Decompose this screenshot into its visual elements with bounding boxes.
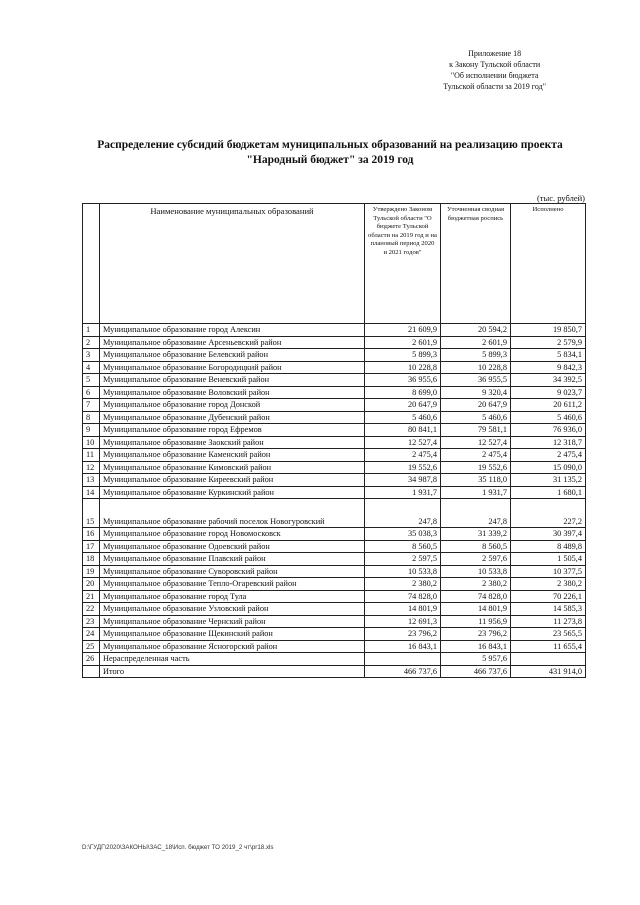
approved-value: 10 533,8 xyxy=(365,565,441,578)
table-row xyxy=(83,474,586,487)
table-body xyxy=(83,324,586,666)
approved-value: 74 828,0 xyxy=(365,590,441,603)
row-number: 15 xyxy=(83,499,100,528)
revised-value: 31 339,2 xyxy=(441,528,511,541)
municipality-name: Муниципальное образование Плавский район xyxy=(100,553,365,566)
row-number: 18 xyxy=(83,553,100,566)
executed-value: 76 936,0 xyxy=(511,424,586,437)
approved-value: 2 597,5 xyxy=(365,553,441,566)
approved-value xyxy=(365,653,441,666)
table-row xyxy=(83,449,586,462)
municipality-name: Муниципальное образование Воловский район xyxy=(100,386,365,399)
appendix-line: Приложение 18 xyxy=(468,49,522,58)
row-number: 22 xyxy=(83,603,100,616)
approved-value: 8 560,5 xyxy=(365,540,441,553)
row-number: 2 xyxy=(83,336,100,349)
appendix-line: Тульской области за 2019 год" xyxy=(443,82,546,91)
approved-value: 23 796,2 xyxy=(365,628,441,641)
revised-value: 23 796,2 xyxy=(441,628,511,641)
row-number: 13 xyxy=(83,474,100,487)
executed-value: 70 226,1 xyxy=(511,590,586,603)
municipality-name: Муниципальное образование Белевский район xyxy=(100,349,365,362)
title-line-1: Распределение субсидий бюджетам муниципальных образований на реализацию проекта xyxy=(97,139,563,151)
approved-value: 5 899,3 xyxy=(365,349,441,362)
number-column-header xyxy=(83,204,100,324)
revised-value: 20 594,2 xyxy=(441,324,511,337)
approved-value: 247,8 xyxy=(365,499,441,528)
executed-value: 11 655,4 xyxy=(511,640,586,653)
revised-value: 14 801,9 xyxy=(441,603,511,616)
executed-value: 23 565,5 xyxy=(511,628,586,641)
row-number: 14 xyxy=(83,486,100,499)
executed-value: 9 842,3 xyxy=(511,361,586,374)
row-number: 6 xyxy=(83,386,100,399)
table-row xyxy=(83,540,586,553)
table-row xyxy=(83,653,586,666)
revised-value: 2 475,4 xyxy=(441,449,511,462)
executed-value: 15 090,0 xyxy=(511,461,586,474)
executed-value: 2 579,9 xyxy=(511,336,586,349)
revised-column-header: Уточненная сводная бюджетная роспись xyxy=(441,204,511,324)
approved-value: 80 841,1 xyxy=(365,424,441,437)
revised-value: 1 931,7 xyxy=(441,486,511,499)
total-executed: 431 914,0 xyxy=(511,665,586,678)
approved-value: 34 987,8 xyxy=(365,474,441,487)
total-revised: 466 737,6 xyxy=(441,665,511,678)
row-number: 10 xyxy=(83,436,100,449)
table-row xyxy=(83,424,586,437)
table-row xyxy=(83,399,586,412)
municipality-name: Муниципальное образование Суворовский район xyxy=(100,565,365,578)
row-number: 8 xyxy=(83,411,100,424)
approved-value: 19 552,6 xyxy=(365,461,441,474)
revised-value: 11 956,9 xyxy=(441,615,511,628)
approved-value: 35 038,3 xyxy=(365,528,441,541)
executed-value: 30 397,4 xyxy=(511,528,586,541)
municipality-name: Муниципальное образование город Донской xyxy=(100,399,365,412)
table-row xyxy=(83,324,586,337)
table-row xyxy=(83,615,586,628)
table-row xyxy=(83,565,586,578)
executed-value: 19 850,7 xyxy=(511,324,586,337)
municipality-name: Муниципальное образование Дубенский район xyxy=(100,411,365,424)
revised-value: 5 957,6 xyxy=(441,653,511,666)
revised-value: 2 380,2 xyxy=(441,578,511,591)
row-number: 3 xyxy=(83,349,100,362)
revised-value: 10 228,8 xyxy=(441,361,511,374)
table-row xyxy=(83,386,586,399)
row-number: 9 xyxy=(83,424,100,437)
approved-value: 2 601,9 xyxy=(365,336,441,349)
executed-value: 2 475,4 xyxy=(511,449,586,462)
table-row xyxy=(83,628,586,641)
row-number: 11 xyxy=(83,449,100,462)
appendix-line: "Об исполнении бюджета xyxy=(450,71,539,80)
approved-value: 36 955,6 xyxy=(365,374,441,387)
total-label: Итого xyxy=(100,665,365,678)
executed-value: 5 460,6 xyxy=(511,411,586,424)
table-row xyxy=(83,374,586,387)
municipality-name: Муниципальное образование рабочий поселок Новогуровский xyxy=(100,499,365,528)
approved-value: 14 801,9 xyxy=(365,603,441,616)
row-number: 1 xyxy=(83,324,100,337)
revised-value: 79 581,1 xyxy=(441,424,511,437)
executed-value: 12 318,7 xyxy=(511,436,586,449)
municipality-name: Муниципальное образование Киреевский район xyxy=(100,474,365,487)
municipality-name: Муниципальное образование Заокский район xyxy=(100,436,365,449)
revised-value: 247,8 xyxy=(441,499,511,528)
revised-value: 8 560,5 xyxy=(441,540,511,553)
municipality-name: Муниципальное образование Чернский район xyxy=(100,615,365,628)
appendix-note xyxy=(443,48,546,92)
approved-value: 8 699,0 xyxy=(365,386,441,399)
row-number: 26 xyxy=(83,653,100,666)
total-approved: 466 737,6 xyxy=(365,665,441,678)
revised-value: 35 118,0 xyxy=(441,474,511,487)
municipality-name: Муниципальное образование город Ефремов xyxy=(100,424,365,437)
table-row xyxy=(83,590,586,603)
table-row xyxy=(83,411,586,424)
revised-value: 36 955,5 xyxy=(441,374,511,387)
executed-value: 1 680,1 xyxy=(511,486,586,499)
executed-value: 227,2 xyxy=(511,499,586,528)
executed-value: 20 611,2 xyxy=(511,399,586,412)
municipality-name: Муниципальное образование Узловский район xyxy=(100,603,365,616)
executed-value: 8 489,8 xyxy=(511,540,586,553)
municipality-name: Нераспределенная часть xyxy=(100,653,365,666)
row-number: 21 xyxy=(83,590,100,603)
municipality-name: Муниципальное образование Одоевский район xyxy=(100,540,365,553)
row-number: 25 xyxy=(83,640,100,653)
revised-value: 19 552,6 xyxy=(441,461,511,474)
table-header-row xyxy=(83,204,586,324)
table-row xyxy=(83,461,586,474)
approved-column-header: Утверждено Законом Тульской области "О бюджете Тульской области на 2019 год и на плановый период 2020 и 2021 годов" xyxy=(365,204,441,324)
revised-value: 10 533,8 xyxy=(441,565,511,578)
approved-value: 12 691,3 xyxy=(365,615,441,628)
table-row xyxy=(83,553,586,566)
row-number: 17 xyxy=(83,540,100,553)
municipality-name: Муниципальное образование Тепло-Огаревский район xyxy=(100,578,365,591)
executed-value: 10 377,5 xyxy=(511,565,586,578)
municipality-name: Муниципальное образование город Новомосковск xyxy=(100,528,365,541)
revised-value: 5 899,3 xyxy=(441,349,511,362)
approved-value: 2 475,4 xyxy=(365,449,441,462)
municipality-name: Муниципальное образование Богородицкий район xyxy=(100,361,365,374)
revised-value: 74 828,0 xyxy=(441,590,511,603)
title-line-2: "Народный бюджет" за 2019 год xyxy=(246,154,414,166)
table-row xyxy=(83,349,586,362)
table-row xyxy=(83,578,586,591)
table-row xyxy=(83,499,586,528)
executed-value xyxy=(511,653,586,666)
file-path-footer: D:\ГУДГ\2020\ЗАКОНЫ\ЗАС_18\Исп. бюджет ТО 2019_2 чт\pr18.xls xyxy=(82,844,274,851)
municipality-name: Муниципальное образование Арсеньевский район xyxy=(100,336,365,349)
municipality-name: Муниципальное образование Кимовский район xyxy=(100,461,365,474)
row-number: 19 xyxy=(83,565,100,578)
revised-value: 2 601,9 xyxy=(441,336,511,349)
row-number: 4 xyxy=(83,361,100,374)
revised-value: 9 320,4 xyxy=(441,386,511,399)
municipality-name: Муниципальное образование Каменский район xyxy=(100,449,365,462)
row-number: 23 xyxy=(83,615,100,628)
table-row xyxy=(83,486,586,499)
revised-value: 20 647,9 xyxy=(441,399,511,412)
total-number-cell xyxy=(83,665,100,678)
revised-value: 12 527,4 xyxy=(441,436,511,449)
revised-value: 16 843,1 xyxy=(441,640,511,653)
approved-value: 1 931,7 xyxy=(365,486,441,499)
municipality-name: Муниципальное образование Щекинский район xyxy=(100,628,365,641)
approved-value: 20 647,9 xyxy=(365,399,441,412)
appendix-line: к Закону Тульской области xyxy=(449,60,541,69)
table-row xyxy=(83,603,586,616)
approved-value: 10 228,8 xyxy=(365,361,441,374)
executed-value: 14 585,3 xyxy=(511,603,586,616)
table-row xyxy=(83,336,586,349)
approved-value: 21 609,9 xyxy=(365,324,441,337)
municipality-name: Муниципальное образование город Алексин xyxy=(100,324,365,337)
name-column-header: Наименование муниципальных образований xyxy=(100,204,365,324)
approved-value: 2 380,2 xyxy=(365,578,441,591)
row-number: 12 xyxy=(83,461,100,474)
row-number: 24 xyxy=(83,628,100,641)
row-number: 16 xyxy=(83,528,100,541)
executed-value: 5 834,1 xyxy=(511,349,586,362)
executed-value: 1 505,4 xyxy=(511,553,586,566)
municipality-name: Муниципальное образование Куркинский район xyxy=(100,486,365,499)
revised-value: 5 460,6 xyxy=(441,411,511,424)
approved-value: 12 527,4 xyxy=(365,436,441,449)
row-number: 20 xyxy=(83,578,100,591)
municipality-name: Муниципальное образование Веневский район xyxy=(100,374,365,387)
approved-value: 16 843,1 xyxy=(365,640,441,653)
table-row xyxy=(83,528,586,541)
table-row xyxy=(83,436,586,449)
document-title xyxy=(60,138,600,168)
executed-value: 34 392,5 xyxy=(511,374,586,387)
row-number: 5 xyxy=(83,374,100,387)
executed-value: 2 380,2 xyxy=(511,578,586,591)
subsidy-table xyxy=(82,203,586,678)
row-number: 7 xyxy=(83,399,100,412)
municipality-name: Муниципальное образование Ясногорский район xyxy=(100,640,365,653)
executed-column-header: Исполнено xyxy=(511,204,586,324)
table-row xyxy=(83,361,586,374)
table-row xyxy=(83,640,586,653)
total-row xyxy=(83,665,586,678)
municipality-name: Муниципальное образование город Тула xyxy=(100,590,365,603)
units-label: (тыс. рублей) xyxy=(536,193,585,203)
executed-value: 9 023,7 xyxy=(511,386,586,399)
executed-value: 31 135,2 xyxy=(511,474,586,487)
executed-value: 11 273,8 xyxy=(511,615,586,628)
revised-value: 2 597,6 xyxy=(441,553,511,566)
approved-value: 5 460,6 xyxy=(365,411,441,424)
